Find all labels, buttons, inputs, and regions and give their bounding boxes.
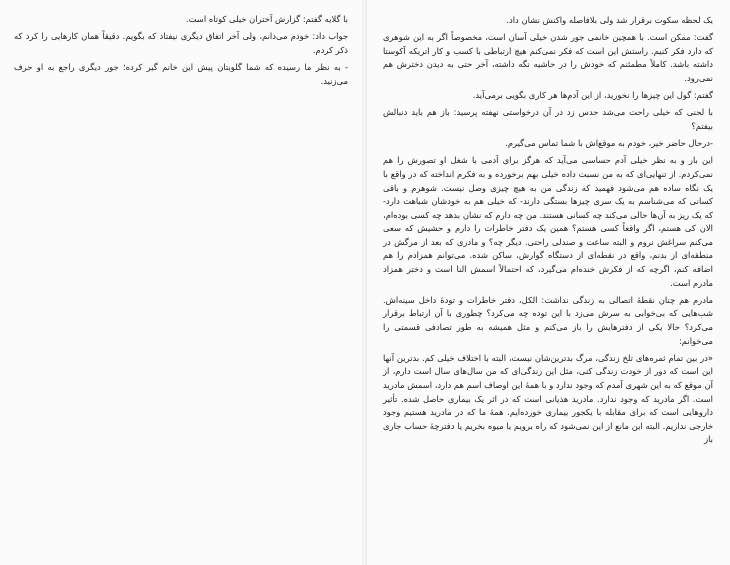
paragraph: -درحال حاضر خیر، خودم به موقع‌اش با شما تماس می‌گیرم. [505, 138, 713, 149]
paragraph: - به نظر ما رسیده که شما گلوبتان پیش این خانم گیر کرده؛ جور دیگری راجع به او حرف می‌زنید. [14, 61, 348, 86]
paragraph: گفت: ممکن است. با همچین خانمی جور شدن خیلی آسان است، مخصوصاً اگر به این شوهری که دارد فکر کنیم. راستش این است که فکر نمی‌کنم هیچ ارتباطی با کسب و کار اتریکه آکوستا داشته باشد. کاملاً مطمئنم که خودش را در حاشیه نگه داشته، آخر حتی به دیدن دخترش هم نمی‌رود. [383, 32, 713, 83]
right-page [366, 0, 730, 565]
paragraph: جواب داد: خودم می‌دانم، ولی آخر اتفاق دیگری نیفتاد که بگویم. دقیقاً همان کارهایی را کرد که ذکر کردم. [14, 31, 348, 55]
paragraph: یک لحظه سکوت برقرار شد ولی بلافاصله واکنش نشان داد. [506, 15, 713, 25]
left-page-text [14, 13, 348, 92]
paragraph: با گلایه گفتم: گزارش آختران خیلی کوتاه است. [185, 14, 348, 24]
paragraph: با لحنی که خیلی راحت می‌شد حدس زد در آن درخواستی نهفته پرسید: باز هم باید دنبالش بیفتم؟ [383, 107, 713, 131]
left-page [0, 0, 364, 565]
paragraph: «در بین تمام ثمره‌های تلخ زندگی، مرگ بدترین‌شان نیست، البته با اختلاف خیلی کم. بدترین آنها این است که دور از خودت زندگی کنی، مثل این زندگی‌ای که من سال‌های سال است دارم، از آن موقع که به این شهری آمدم که وجود ندارد و با همهٔ این اوصاف اسم هم دارد، اسمش مادرید است. اگر مادرید که وجود ندارد. مادرید هذیانی است که در اثر یک بیماری حاصل شده. تأثیر داروهایی است که برای مقابله با یکجور بیماری خورده‌ایم. همهٔ ما که در مادرید هستیم وجود خارجی نداریم. البته این مانع از این نمی‌شود که راه برویم یا میوه بخریم یا دفترچهٔ حساب جاری باز [383, 352, 713, 445]
paragraph: این بار و به نظر خیلی آدم حساسی می‌آید که هرگز برای آدمی با شغل او تصورش را هم نمی‌کردم. از تنهایی‌ای که به من نسبت داده خیلی بهم برخورده و به فکرم انداخته که در واقع با یک نگاه ساده هم می‌شود فهمید که زندگی من به هیچ چیزی وصل نیست. شوهرم و باقی کسانی که می‌شناسم به یک سری چیزها بستگی دارند- که خیلی هم به خودشان شباهت دارد- که یک ریز به آن‌ها حالی می‌کند چه کسانی هستند. من چه دارم که نشان بدهد چه کسی بوده‌ام، الان کی هستم، اگر واقعاً کسی هستم؟ همین یک دفتر خاطرات را دارم و حشیش که سعی می‌کنم سراغش نروم و البته ساعت و صندلی راحتی. دیگر چه؟ و مادری که بعد از مرگش در منطقه‌ای از بدنم، واقع در نقطه‌ای از دستگاه گوارش، ساکن شده. می‌توانم همزادم را هم اضافه کنم، اگرچه که از فکرش خنده‌ام می‌گیرد، که احتمالاً اسمش النا است و دختر همزاد مادرم است. [383, 155, 713, 288]
right-page-text [383, 14, 713, 451]
paragraph: گفتم: گول این چیزها را نخورید، از این آدم‌ها هر کاری بگویی برمی‌آید. [472, 90, 713, 101]
paragraph: مادرم هم چنان نقطهٔ اتصالی به زندگی نداشت: الکل، دفتر خاطرات و تودهٔ داخل سینه‌اش. شب‌هایی که بی‌خوابی به سرش می‌زد با این توده چه می‌کرد؟ چطوری با آن ارتباط برقرار می‌کرد؟ حالا یکی از دفترهایش را باز می‌کنم و مثل همیشه به طور تصادفی قسمتی را می‌خوانم: [383, 294, 713, 346]
